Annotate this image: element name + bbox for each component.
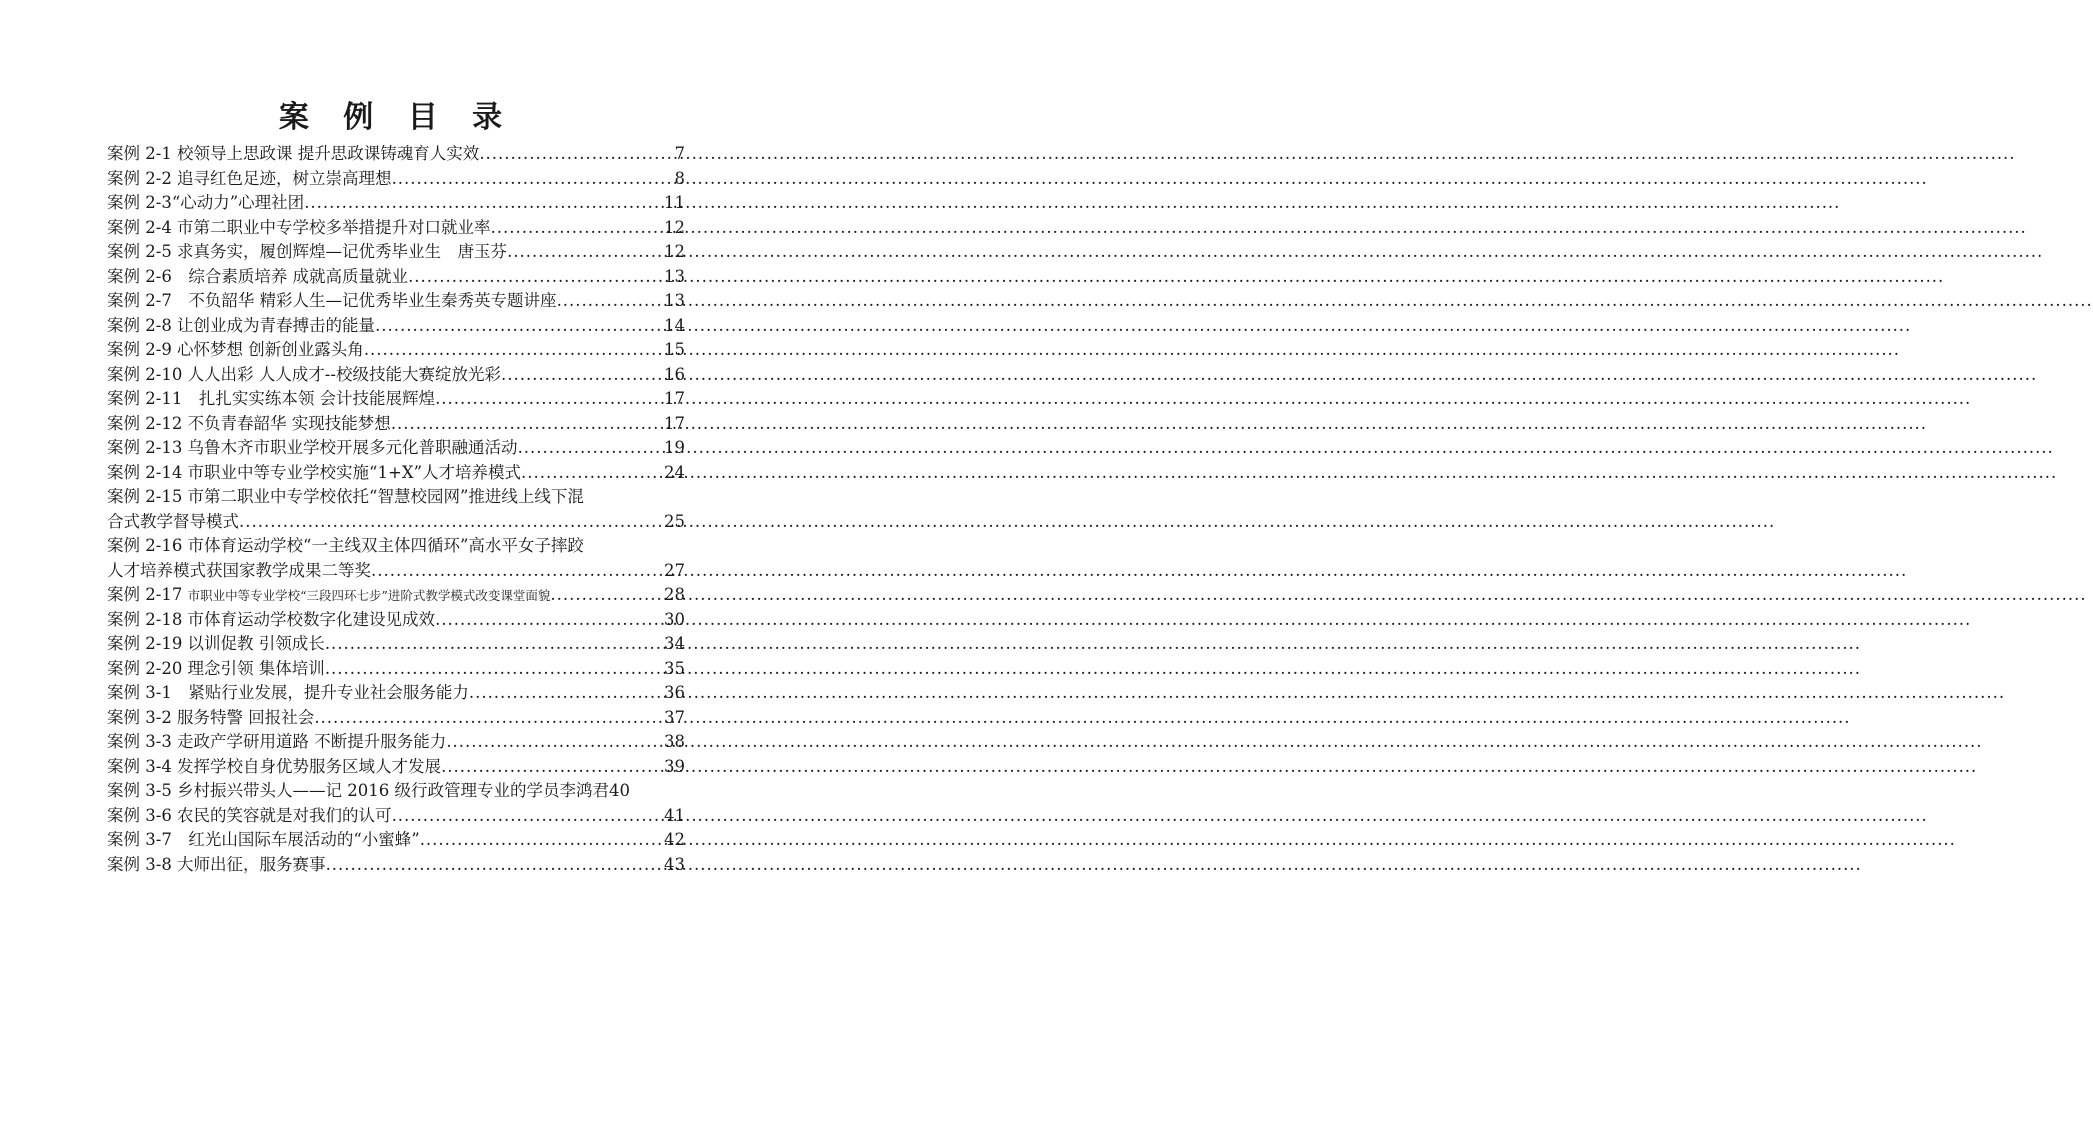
leader-dots [392, 804, 663, 829]
toc-entry[interactable] [107, 853, 685, 878]
toc-entry-label: 案例 2-7 不负韶华 精彩人生—记优秀毕业生秦秀英专题讲座 [107, 291, 557, 310]
toc-entry[interactable] [107, 608, 685, 633]
toc-entry[interactable] [107, 632, 685, 657]
leader-dots [507, 240, 663, 265]
toc-entry-label: 案例 2-10 人人出彩 人人成才--校级技能大赛绽放光彩 [107, 364, 501, 384]
toc-entry-label: 案例 3-2 服务特警 回报社会 [107, 707, 315, 727]
toc-entry[interactable] [107, 338, 685, 363]
toc-entry[interactable] [107, 240, 685, 265]
leader-dots [391, 412, 663, 437]
leader-dots [392, 167, 674, 192]
toc-entry-page: 36 [664, 683, 685, 702]
leader-dots [325, 657, 663, 682]
leader-dots [501, 363, 663, 388]
toc-entry-label: 案例 2-15 市第二职业中专学校依托“智慧校园网”推进线上线下混 [107, 487, 584, 506]
toc-entry[interactable] [107, 804, 685, 829]
toc-entry-page: 7 [674, 144, 685, 163]
toc-entry-page: 8 [674, 168, 685, 188]
toc-entry[interactable] [107, 436, 685, 461]
toc-entry-page: 17 [664, 389, 685, 408]
toc-entry-label: 案例 2-3“心动力”心理社团 [107, 193, 305, 212]
toc-entry[interactable] [107, 510, 685, 535]
toc-entry-page: 15 [664, 340, 685, 359]
toc-entry-page: 39 [664, 756, 685, 776]
leader-dots [557, 289, 663, 314]
leader-dots [325, 632, 663, 657]
table-of-contents [107, 142, 685, 877]
toc-entry-label: 案例 3-8 大师出征，服务赛事 [107, 854, 326, 874]
toc-entry-page: 28 [664, 585, 685, 604]
toc-entry[interactable] [107, 191, 685, 216]
toc-entry-label: 合式教学督导模式 [107, 511, 239, 531]
toc-entry-label: 案例 2-4 市第二职业中专学校多举措提升对口就业率 [107, 217, 491, 237]
leader-dots [446, 730, 663, 755]
toc-entry-page: 11 [664, 193, 685, 212]
toc-entry-line1[interactable] [107, 485, 685, 510]
leader-dots [435, 387, 663, 412]
toc-entry-page: 42 [664, 830, 685, 849]
toc-entry-page: 13 [664, 291, 685, 310]
leader-dots [326, 853, 663, 878]
toc-entry[interactable] [107, 216, 685, 241]
leader-dots [435, 608, 663, 633]
leader-dots [408, 265, 663, 290]
toc-entry-page: 25 [664, 511, 685, 531]
toc-entry[interactable] [107, 363, 685, 388]
toc-entry-label: 案例 2-9 心怀梦想 创新创业露头角 [107, 340, 364, 359]
toc-entry[interactable] [107, 657, 685, 682]
leader-dots [518, 436, 663, 461]
toc-entry-page: 27 [664, 560, 685, 580]
toc-entry-label: 案例 2-18 市体育运动学校数字化建设见成效 [107, 609, 436, 629]
toc-entry-label: 案例 2-20 理念引领 集体培训 [107, 658, 325, 678]
toc-entry[interactable] [107, 730, 685, 755]
toc-entry-label: 案例 3-7 红光山国际车展活动的“小蜜蜂” [107, 830, 420, 849]
toc-entry-page: 34 [664, 634, 685, 653]
toc-entry[interactable] [107, 167, 685, 192]
toc-entry[interactable] [107, 583, 685, 608]
toc-entry-page: 14 [664, 315, 685, 335]
toc-entry-page: 30 [664, 609, 685, 629]
toc-entry-label: 案例 2-2 追寻红色足迹，树立崇高理想 [107, 168, 392, 188]
toc-entry[interactable] [107, 681, 685, 706]
toc-entry[interactable] [107, 412, 685, 437]
toc-entry-label: 人才培养模式获国家教学成果二等奖 [107, 560, 371, 580]
toc-entry-label: 案例 2-1 校领导上思政课 提升思政课铸魂育人实效 [107, 144, 480, 163]
toc-entry-page: 43 [664, 854, 685, 874]
toc-entry-label: 案例 3-4 发挥学校自身优势服务区域人才发展 [107, 756, 442, 776]
page-title: 案 例 目 录 [278, 100, 515, 135]
toc-entry-page: 41 [664, 805, 685, 825]
toc-entry-page: 13 [664, 266, 685, 286]
leader-dots [550, 583, 663, 608]
toc-entry[interactable] [107, 706, 685, 731]
toc-entry-page: 38 [664, 732, 685, 751]
leader-dots [375, 314, 663, 339]
toc-entry-label: 案例 3-6 农民的笑容就是对我们的认可 [107, 805, 392, 825]
toc-entry-label: 案例 2-16 市体育运动学校“一主线双主体四循环”高水平女子摔跤 [107, 536, 584, 555]
toc-entry-label: 案例 2-6 综合素质培养 成就高质量就业 [107, 266, 409, 286]
leader-dots [441, 755, 663, 780]
toc-entry-label: 案例 2-12 不负青春韶华 实现技能梦想 [107, 413, 391, 433]
leader-dots [371, 559, 663, 584]
toc-entry-label: 案例 2-11 扎扎实实练本领 会计技能展辉煌 [107, 389, 436, 408]
toc-entry[interactable] [107, 387, 685, 412]
toc-entry-label: 案例 3-3 走政产学研用道路 不断提升服务能力 [107, 732, 447, 751]
toc-entry[interactable] [107, 289, 685, 314]
leader-dots [491, 216, 663, 241]
toc-entry-page: 12 [664, 242, 685, 261]
leader-dots [304, 191, 663, 216]
toc-entry-page: 35 [664, 658, 685, 678]
toc-entry[interactable] [107, 314, 685, 339]
toc-entry[interactable] [107, 828, 685, 853]
toc-entry-page: 24 [664, 462, 685, 482]
toc-entry[interactable] [107, 461, 685, 486]
toc-entry-page: 16 [664, 364, 685, 384]
toc-entry-label: 案例 2-19 以训促教 引领成长 [107, 634, 325, 653]
leader-dots [469, 681, 663, 706]
toc-entry-line1[interactable] [107, 534, 685, 559]
toc-entry-page: 17 [664, 413, 685, 433]
toc-entry-label: 案例 2-8 让创业成为青春搏击的能量 [107, 315, 376, 335]
toc-entry-page: 19 [664, 438, 685, 457]
toc-entry-label: 案例 2-14 市职业中等专业学校实施“1+X”人才培养模式 [107, 462, 521, 482]
toc-entry[interactable] [107, 559, 685, 584]
toc-entry-label: 案例 2-13 乌鲁木齐市职业学校开展多元化普职融通活动 [107, 438, 518, 457]
toc-entry-label: 案例 3-1 紧贴行业发展，提升专业社会服务能力 [107, 683, 469, 702]
leader-dots [239, 510, 663, 535]
leader-dots [521, 461, 663, 486]
toc-entry[interactable] [107, 142, 685, 167]
toc-entry-page: 37 [664, 707, 685, 727]
toc-entry[interactable] [107, 779, 685, 804]
toc-entry[interactable] [107, 755, 685, 780]
leader-dots [364, 338, 663, 363]
toc-entry-prefix: 案例 2-17 [107, 585, 188, 604]
toc-entry-label: 案例 2-5 求真务实，履创辉煌—记优秀毕业生 唐玉芬 [107, 242, 508, 261]
toc-entry-label: 市职业中等专业学校“三段四环七步”进阶式教学模式改变课堂面貌 [187, 588, 551, 603]
leader-dots [479, 142, 673, 167]
leader-dots [314, 706, 663, 731]
toc-entry-page: 12 [664, 217, 685, 237]
leader-dots [420, 828, 663, 853]
toc-entry[interactable] [107, 265, 685, 290]
toc-entry-label: 案例 3-5 乡村振兴带头人——记 2016 级行政管理专业的学员李鸿君40 [107, 781, 631, 800]
